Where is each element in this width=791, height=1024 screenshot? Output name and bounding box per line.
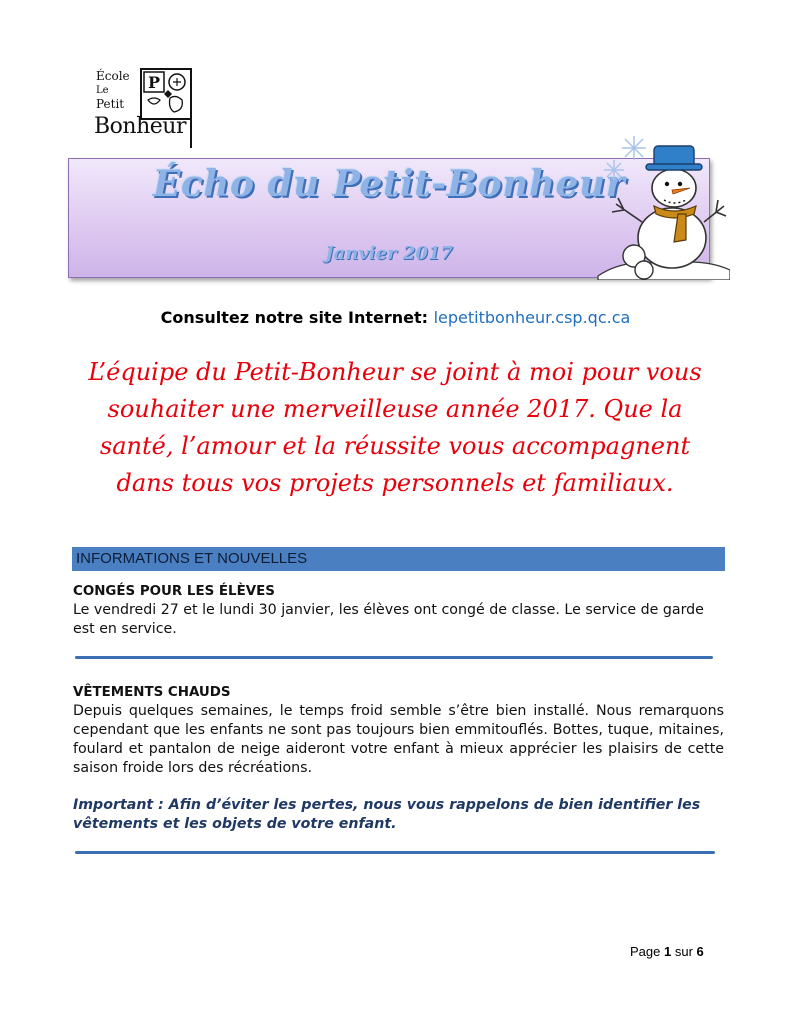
news-item-vetements: [73, 683, 724, 834]
newsletter-date: Janvier 2017: [325, 243, 453, 264]
important-note: Important : Afin d’éviter les pertes, nous vous rappelons de bien identifier les vêtements et les objets de votre enfant.: [73, 797, 701, 832]
newsletter-title: Écho du Petit-Bonheur: [152, 163, 626, 205]
logo-line-petit: Petit: [96, 97, 125, 111]
news-item-body: Le vendredi 27 et le lundi 30 janvier, les élèves ont congé de classe. Le service de garde est en service.: [73, 602, 704, 637]
section-divider: [75, 656, 713, 659]
website-line: [0, 308, 791, 327]
logo-line-ecole: École: [96, 69, 130, 83]
logo-line-bonheur: Bonheur: [94, 114, 186, 139]
news-item-body: Depuis quelques semaines, le temps froid semble s’être bien installé. Nous remarquons cependant que les enfants ne sont pas toujours bien emmitouflés. Bottes, tuque, mitaines, foulard et pantalon de neige aideront votre enfant à mieux apprécier les plaisirs de cette saison froide lors des récréations.: [73, 703, 724, 776]
website-link[interactable]: lepetitbonheur.csp.qc.ca: [433, 308, 631, 327]
section-header: [72, 547, 725, 571]
news-item-heading: CONGÉS POUR LES ÉLÈVES: [73, 584, 275, 599]
logo-divider: [190, 68, 192, 148]
news-item-conges: [73, 582, 724, 639]
snowflake-icon: [604, 136, 646, 180]
school-logo-icon: [140, 68, 192, 120]
snowman-icon: [594, 130, 730, 280]
page-word: Page: [630, 944, 661, 959]
current-page: 1: [664, 944, 672, 959]
new-year-greeting: L’équipe du Petit-Bonheur se joint à moi pour vous souhaiter une merveilleuse année 2017. Que la santé, l’amour et la réussite vous accompagnent dans tous vos projets personnels et familiaux.: [88, 358, 702, 497]
section-divider: [75, 851, 715, 854]
section-title: INFORMATIONS ET NOUVELLES: [76, 550, 308, 567]
of-word: sur: [674, 944, 693, 959]
svg-text:P: P: [148, 73, 161, 92]
news-item-heading: VÊTEMENTS CHAUDS: [73, 685, 231, 700]
logo-line-le: Le: [96, 85, 109, 96]
total-pages: 6: [696, 944, 704, 959]
school-logo: [94, 68, 196, 148]
page-number: [630, 944, 704, 959]
website-label: Consultez notre site Internet:: [160, 308, 429, 327]
